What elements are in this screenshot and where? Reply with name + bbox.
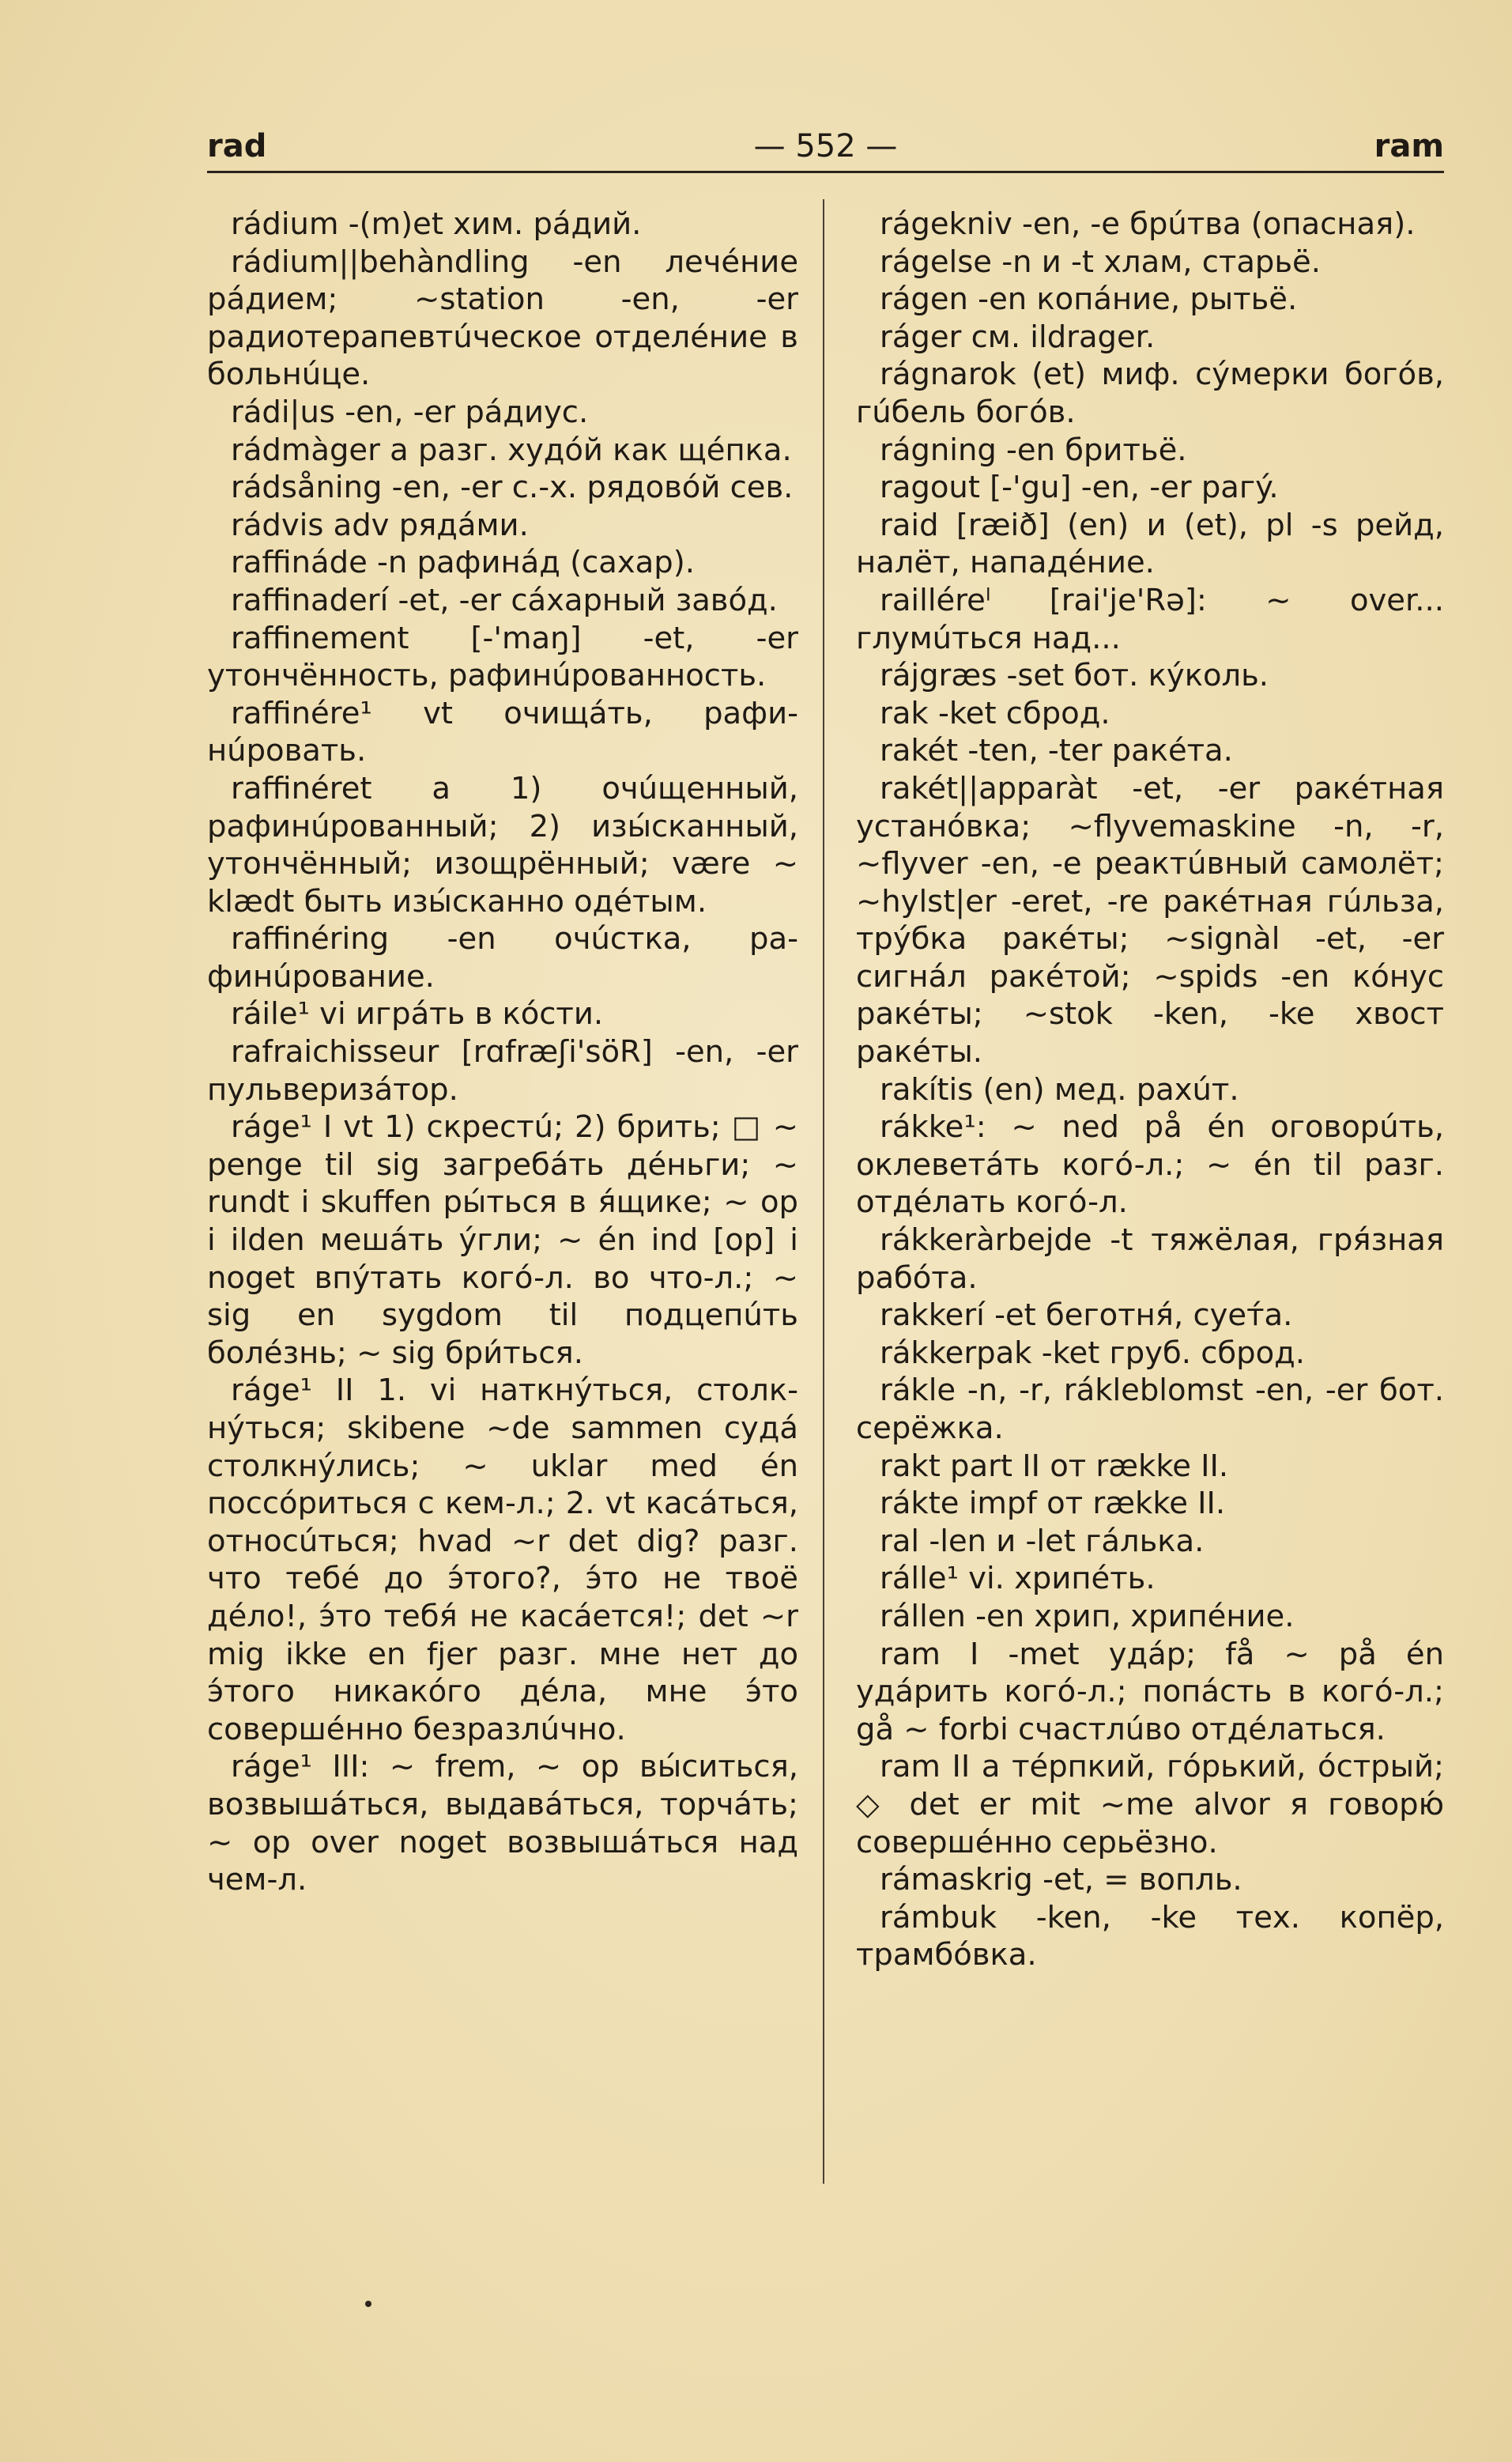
entry: rágen -en копáние, рытьё. <box>880 281 1298 318</box>
entry: ram II a тéрпкий, гóрький, óстрый; ◇ det er mit ~me alvor я говорю́ совершéнно серьёзно. <box>856 1749 1444 1860</box>
entry: rákke¹: ~ ned på én оговорúть, оклеветáть когó-л.; ~ én til разг. отдéлать когó-л. <box>856 1109 1444 1221</box>
entry: rágekniv -en, -e брúтва (опасная). <box>880 206 1416 242</box>
entry: ram I -met удáр; få ~ på én удáрить когó-л.; попáсть в когó-л.; gå ~ forbi счастлúво отдéлаться. <box>856 1636 1444 1747</box>
entry: rakét -ten, -ter ракéта. <box>880 733 1233 769</box>
header-left-guideword: rad <box>207 128 267 164</box>
entry: rállen -en хрип, хрипéние. <box>880 1598 1295 1634</box>
entry: rágnarok (et) миф. сýмерки богóв, гúбель богóв. <box>856 357 1444 430</box>
right-column <box>856 206 1444 1974</box>
entry: raid [ræið] (en) и (et), pl -s рейд, налёт, нападéние. <box>856 507 1444 581</box>
header-rule <box>207 171 1444 173</box>
entry: rakt part II от række II. <box>880 1448 1229 1484</box>
entry: rádsåning -en, -er с.-х. рядовóй сев. <box>231 470 794 506</box>
entry: rakkerí -et беготня́, сует́а. <box>880 1297 1293 1334</box>
entry: ráger см. ildrager. <box>880 319 1156 355</box>
entry: ráge¹ II 1. vi наткнýться, столкнýться; skibene ~de sammen судá столкнýлись; ~ uklar med én поссóриться с кем-л.; 2. vt касáться, относúться; hvad ~r det dig? разг. что тебé до э́того?, э́то не твоё дéло!, э́то тебя́ не касáется!; det ~r mig ikke en fjer разг. мне нет до э́того никакóго дéла, мне э́то совершéнно безразлúчно. <box>207 1373 798 1747</box>
entry: rádmàger a разг. худóй как щéпка. <box>231 432 792 468</box>
page-number: — 552 — <box>753 128 898 164</box>
entry: ral -len и -let гáлька. <box>880 1523 1205 1559</box>
column-divider <box>823 199 824 2184</box>
entry: raffináde -n рафинáд (сахар). <box>231 545 695 581</box>
entry: rájgræs -set бот. кýколь. <box>880 658 1269 694</box>
entry: rákkeràrbejde -t тяжёлая, гря́зная рабóта. <box>856 1222 1444 1296</box>
entry: ragout [-'gu] -en, -er рагý. <box>880 470 1279 506</box>
entry: rakét||apparàt -et, -er ракéтная устанóвка; ~flyvemaskine -n, -r, ~flyver -en, -e реактúвный самолёт; ~hylst|er -eret, -re ракéтная гúльза, трýбка ракéты; ~signàl -et, -er сигнáл ракéтой; ~spids -en кóнус ракéты; ~stok -ken, -ke хвост ракéты. <box>856 770 1444 1071</box>
left-column <box>207 206 798 1899</box>
entry: rágelse -n и -t хлам, старьё. <box>880 244 1321 280</box>
entry: ráge¹ I vt 1) скрестú; 2) брить; □ ~ penge til sig загребáть дéньги; ~ rundt i skuffen ры́ться в я́щике; ~ op i ilden мешáть ýгли; ~ én ind [op] i noget впýтать когó-л. во что-л.; ~ sig en sygdom til подцепúть болéзнь; ~ sig бри́ться. <box>207 1109 798 1371</box>
entry: rafraichisseur [rɑfræʃi'söR] -en, -er пульверизáтор. <box>207 1034 798 1108</box>
entry: rádvis adv рядáми. <box>231 507 529 543</box>
entry: raffinére¹ vt очищáть, рафинúровать. <box>207 695 798 769</box>
entry: rágning -en бритьё. <box>880 432 1187 468</box>
entry: rádium||behàndling -en лечéние рáдием; ~station -en, -er радиотерапевтúческое отделéние в больнúце. <box>207 244 798 393</box>
header-right-guideword: ram <box>1374 128 1444 164</box>
entry: rámaskrig -et, = вопль. <box>880 1862 1242 1898</box>
entry: rákle -n, -r, rákleblomst -en, -er бот. серёжка. <box>856 1373 1444 1446</box>
entry: raffinaderí -et, -er сáхарный завóд. <box>231 582 778 618</box>
entry: rádium -(m)et хим. рáдий. <box>231 206 642 242</box>
page-header <box>207 126 1444 174</box>
printer-dot <box>365 2301 371 2307</box>
entry: rádi|us -en, -er рáдиус. <box>231 394 589 430</box>
entry: raffinéret a 1) очúщенный, рафинúрованный; 2) изы́сканный, утончённый; изощрённый; være ~ klædt быть изы́сканно одéтым. <box>207 770 798 919</box>
entry: rak -ket сброд. <box>880 695 1110 731</box>
entry: ráge¹ III: ~ frem, ~ op вы́ситься, возвышáться, выдавáться, торчáть; ~ op over noget возвышáться над чем-л. <box>207 1749 798 1898</box>
entry: rákte impf от række II. <box>880 1486 1226 1522</box>
entry: rakítis (en) мед. рахúт. <box>880 1071 1239 1108</box>
entry: raffinéring -en очúстка, рафинúрование. <box>207 921 798 995</box>
entry: rálle¹ vi. хрипéть. <box>880 1561 1156 1597</box>
entry: railléreˡ [rai'je'Rə]: ~ over... глумúться над... <box>856 582 1444 656</box>
entry: raffinement [-'maŋ] -et, -er утончённость, рафинúрованность. <box>207 620 798 694</box>
entry: rákkerpak -ket груб. сброд. <box>880 1335 1305 1371</box>
entry: rámbuk -ken, -ke тех. копёр, трамбóвка. <box>856 1899 1444 1973</box>
entry: ráile¹ vi игрáть в кóсти. <box>231 996 604 1033</box>
